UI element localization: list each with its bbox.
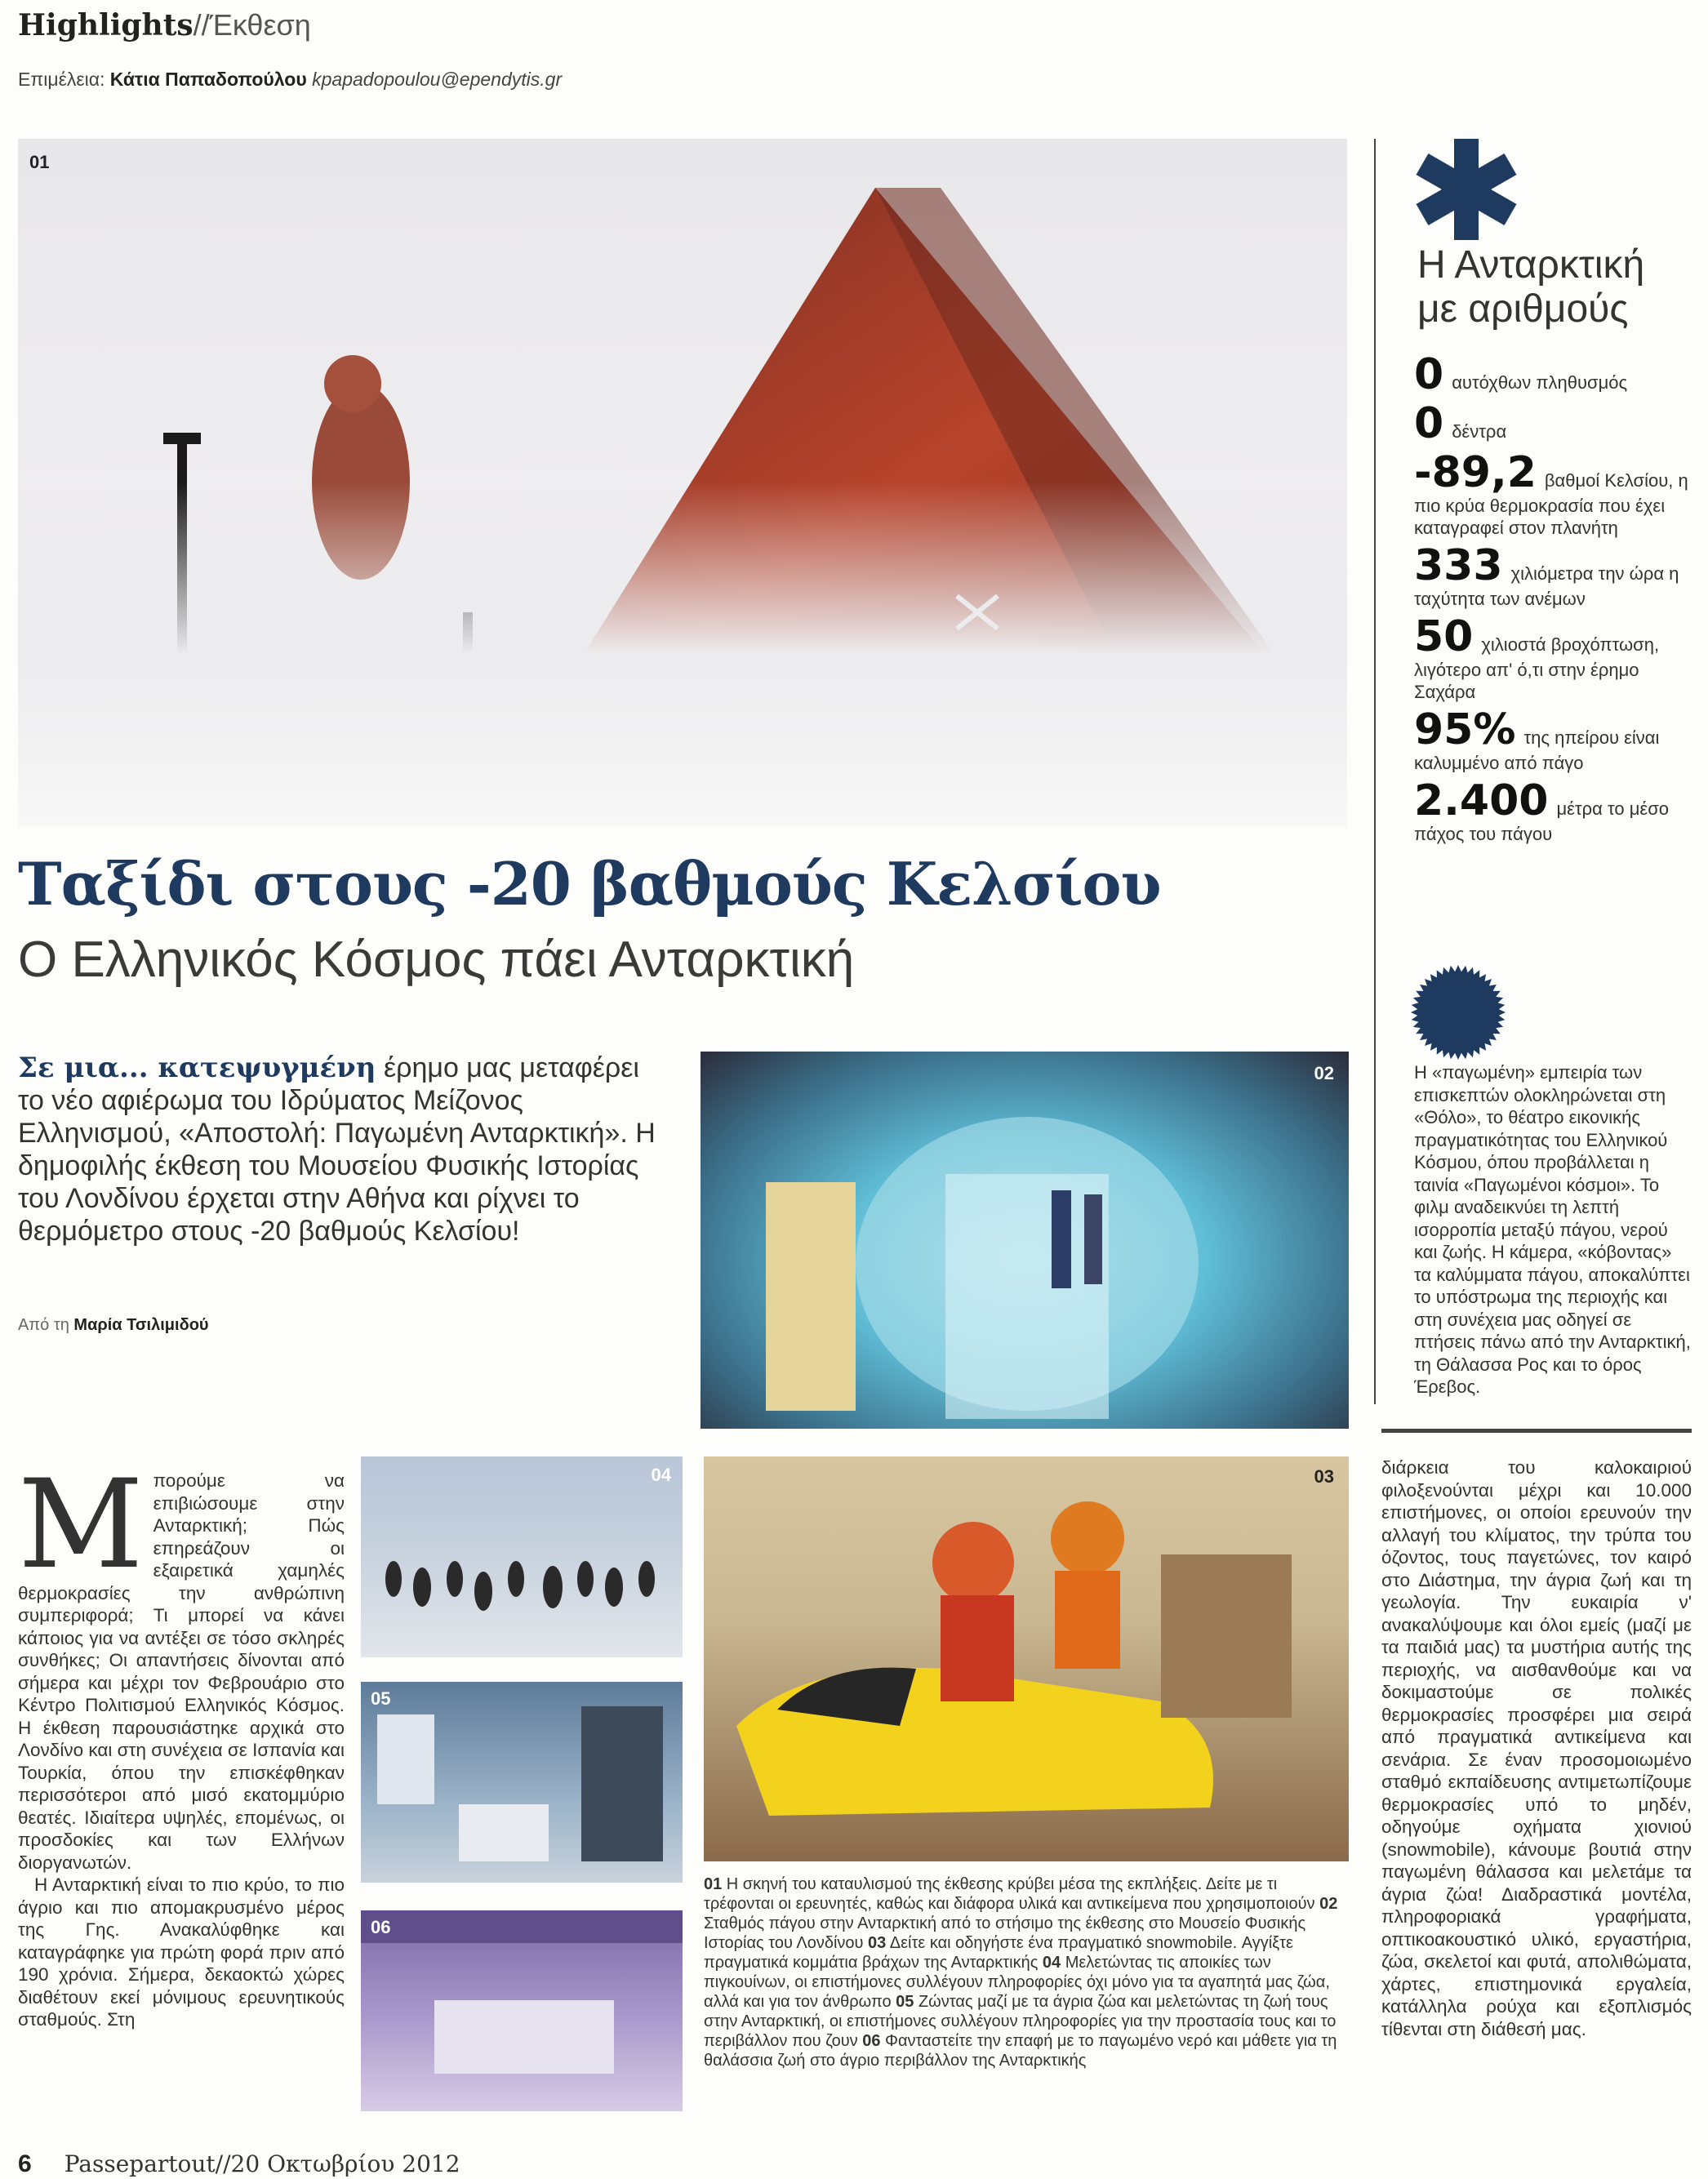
caption-text: Σταθμός πάγου στην Ανταρκτική από το στήσιμο της έκθεσης στο Μουσείο Φυσικής Ιστορίας του Λονδίνου	[704, 1914, 1306, 1952]
photo-number: 06	[371, 1917, 391, 1937]
editor-name: Κάτια Παπαδοπούλου	[109, 69, 307, 90]
photo-penguins	[361, 1456, 683, 1657]
caption-number: 06	[862, 2032, 881, 2050]
stats-list	[1414, 350, 1692, 850]
stat-text: μέτρα το μέσο πάχος του πάγου	[1414, 798, 1670, 844]
stat-item	[1414, 399, 1692, 448]
stat-number: -89,2	[1414, 448, 1537, 497]
editor-label: Επιμέλεια:	[18, 69, 105, 90]
photo-snowmobile	[704, 1456, 1349, 1861]
caption-text: Δείτε και οδηγήστε ένα πραγματικό snowmobile. Αγγίξτε πραγματικά κομμάτια βράχων της Ανταρκτικής	[704, 1934, 1293, 1972]
photo-number: 01	[29, 152, 50, 172]
photo-number: 02	[1314, 1063, 1334, 1083]
stat-item	[1414, 705, 1692, 774]
stat-item	[1414, 448, 1692, 539]
subsection-name: //Έκθεση	[193, 8, 311, 42]
page-footer	[18, 2150, 460, 2178]
stat-number: 0	[1414, 399, 1444, 448]
article-lead	[18, 1052, 671, 1247]
stat-number: 50	[1414, 612, 1474, 661]
photo-frozen-water	[361, 1910, 683, 2111]
stat-text: χιλιόμετρα την ώρα η ταχύτητα των ανέμων	[1414, 563, 1679, 609]
byline-author: Μαρία Τσιλιμιδού	[73, 1316, 209, 1334]
stat-number: 95%	[1414, 705, 1516, 754]
page-number: 6	[18, 2150, 32, 2177]
photo-number: 04	[651, 1465, 671, 1485]
section-name: Highlights	[18, 8, 193, 42]
editor-line	[18, 69, 562, 91]
stat-text: βαθμοί Κελσίου, η πιο κρύα θερμοκρασία που έχει καταγραφεί στον πλανήτη	[1414, 470, 1688, 538]
sidebar-bottom-rule	[1381, 1429, 1692, 1433]
article-title: Ταξίδι στους -20 βαθμούς Κελσίου	[18, 849, 1161, 918]
caption-number: 03	[868, 1934, 887, 1952]
photo-tent	[18, 139, 1347, 826]
frozen-water-illustration	[361, 1910, 683, 2111]
caption-text: Μελετώντας τις αποικίες των πιγκουίνων, οι επιστήμονες συλλέγουν πληροφορίες όχι μόνο για τα αγαπητά μας ζώα, αλλά και για τον άνθρωπο	[704, 1954, 1330, 2011]
tent-illustration	[18, 139, 1347, 826]
lead-bold: Σε μια... κατεψυγμένη	[18, 1052, 376, 1084]
article-body-col4	[1381, 1456, 1692, 2040]
photo-exhibit-hall	[361, 1682, 683, 1883]
photo-captions	[704, 1874, 1349, 2070]
photo-ice-station	[701, 1052, 1349, 1429]
photo-number: 03	[1314, 1466, 1334, 1487]
sidebar-title	[1417, 243, 1644, 331]
stat-item	[1414, 541, 1692, 610]
caption-number: 02	[1319, 1895, 1338, 1913]
stat-item	[1414, 350, 1692, 399]
stat-text: της ηπείρου είναι καλυμμένο από πάγο	[1414, 727, 1660, 773]
byline-prefix: Από τη	[18, 1316, 74, 1334]
asterisk-icon	[1409, 132, 1523, 247]
publication-name: Passepartout//20 Οκτωβρίου 2012	[64, 2150, 460, 2177]
seal-badge-icon	[1409, 963, 1507, 1061]
stat-text: χιλιοστά βροχόπτωση, λιγότερο απ' ό,τι στην έρημο Σαχάρα	[1414, 634, 1660, 702]
body-paragraph-2: Η Ανταρκτική είναι το πιο κρύο, το πιο άγριο και πιο απομακρυσμένο μέρος της Γης. Ανακαλύφθηκε και καταγράφηκε για πρώτη φορά πριν από 190 χρόνια. Σήμερα, δεκαοκτώ χώρες διαθέτουν εκεί μόνιμους ερευνητικούς σταθμούς. Στη	[18, 1874, 345, 2030]
caption-number: 04	[1042, 1954, 1061, 1972]
stat-text: δέντρα	[1452, 421, 1507, 442]
article-subtitle: Ο Ελληνικός Κόσμος πάει Ανταρκτική	[18, 932, 855, 988]
caption-number: 01	[704, 1875, 723, 1893]
penguins-illustration	[361, 1456, 683, 1657]
caption-text: Φανταστείτε την επαφή με το παγωμένο νερό και μάθετε για τη θαλάσσια ζωή στο άγριο περιβάλλον της Ανταρκτικής	[704, 2032, 1337, 2070]
drop-cap: Μ	[18, 1454, 144, 1596]
editor-email: kpapadopoulou@ependytis.gr	[312, 69, 563, 90]
caption-text: Η σκηνή του καταυλισμού της έκθεσης κρύβει μέσα της εκπλήξεις. Δείτε με τι τρέφονται οι ερευνητές, καθώς και διάφορα υλικά και αντικείμενα που χρησιμοποιούν	[704, 1875, 1320, 1913]
sidebar-divider	[1374, 139, 1376, 1404]
lead-text: έρημο μας μεταφέρει το νέο αφιέρωμα του Ιδρύματος Μείζονος Ελληνισμού, «Αποστολή: Παγωμένη Ανταρκτική». Η δημοφιλής έκθεση του Μουσείου Φυσικής Ιστορίας του Λονδίνου έρχεται στην Αθήνα και ρίχνει το θερμόμετρο στους -20 βαθμούς Κελσίου!	[18, 1052, 656, 1247]
stat-number: 0	[1414, 350, 1444, 399]
stat-item	[1414, 776, 1692, 845]
section-header	[18, 8, 311, 42]
stat-number: 333	[1414, 541, 1503, 590]
body-paragraph-1: πορούμε να επιβιώσουμε στην Ανταρκτική; Πώς επηρεάζουν οι εξαιρετικά χαμηλές θερμοκρασίες την ανθρώπινη συμπεριφορά; Τι μπορεί να κάνει κάποιος για να αντέξει σε τόσο σκληρές συνθήκες; Οι απαντήσεις δίνονται από σήμερα και μέχρι τον Φεβρουάριο στο Κέντρο Πολιτισμού Ελληνικός Κόσμος. Η έκθεση παρουσιάστηκε αρχικά στο Λονδίνο και στη συνέχεια σε Ισπανία και Τουρκία, όπου την επισκέφθηκαν περισσότεροι από μισό εκατομμύριο θεατές. Ιδιαίτερα υψηλές, επομένως, οι προσδοκίες και των Ελλήνων διοργανωτών.	[18, 1470, 345, 1873]
caption-number: 05	[896, 1993, 914, 2011]
stat-number: 2.400	[1414, 776, 1549, 825]
snowmobile-illustration	[704, 1456, 1349, 1861]
photo-number: 05	[371, 1688, 391, 1709]
ice-tunnel-illustration	[701, 1052, 1349, 1429]
stat-text: αυτόχθων πληθυσμός	[1452, 372, 1628, 393]
byline	[18, 1316, 209, 1335]
article-body-col1	[18, 1454, 345, 2031]
sidebar-title-line: με αριθμούς	[1417, 287, 1629, 331]
stat-item	[1414, 612, 1692, 703]
caption-text: Ζώντας μαζί με τα άγρια ζώα και μελετώντας τη ζωή τους στην Ανταρκτική, οι επιστήμονες συλλέγουν πληροφορίες για την προστασία τους και το περιβάλλον που ζουν	[704, 1993, 1337, 2050]
exhibit-hall-illustration	[361, 1682, 683, 1883]
sidebar-box-text: Η «παγωμένη» εμπειρία των επισκεπτών ολοκληρώνεται στη «Θόλο», το θέατρο εικονικής πραγματικότητας του Ελληνικού Κόσμου, όπου προβάλλεται η ταινία «Παγωμένοι κόσμοι». Το φιλμ αναδεικνύει τη λεπτή ισορροπία μεταξύ πάγου, νερού και ζωής. Η κάμερα, «κόβοντας» τα καλύμματα πάγου, αποκαλύπτει το υπόστρωμα της περιοχής και στη συνέχεια μας οδηγεί σε πτήσεις πάνω από την Ανταρκτική, τη Θάλασσα Ρος και το όρος Έρεβος.	[1414, 1062, 1691, 1397]
body-paragraph-3: διάρκεια του καλοκαιριού φιλοξενούνται μέχρι και 10.000 επιστήμονες, οι οποίοι ερευνούν την αλλαγή του κλίματος, την τρύπα του όζοντος, τους παγετώνες, τον καιρό στο Διάστημα, την άγρια ζωή και τη γεωλογία. Την ευκαιρία ν' ανακαλύψουμε και όλοι εμείς (μαζί με τα παιδιά μας) τα μυστήρια αυτής της περιοχής, να αισθανθούμε και να δοκιμαστούμε σε πολικές θερμοκρασίες προσφέρει μια σειρά από πραγματικά αντικείμενα και σενάρια. Σε έναν προσομοιωμένο σταθμό εκπαίδευσης αντιμετωπίζουμε θερμοκρασίες υπό το μηδέν, οδηγούμε οχήματα χιονιού (snowmobile), κάνουμε βουτιά στην παγωμένη θάλασσα και μελετάμε τα άγρια ζώα! Διαδραστικά μοντέλα, πληροφοριακά γραφήματα, οπτικοακουστικό υλικό, εργαστήρια, ζώα, σκελετοί και φυτά, απολιθώματα, χάρτες, επιστημονικά εργαλεία, κατάλληλα ρούχα και εξοπλισμός τίθενται στη διάθεσή μας.	[1381, 1457, 1692, 2039]
sidebar-title-line: Η Ανταρκτική	[1417, 243, 1645, 287]
